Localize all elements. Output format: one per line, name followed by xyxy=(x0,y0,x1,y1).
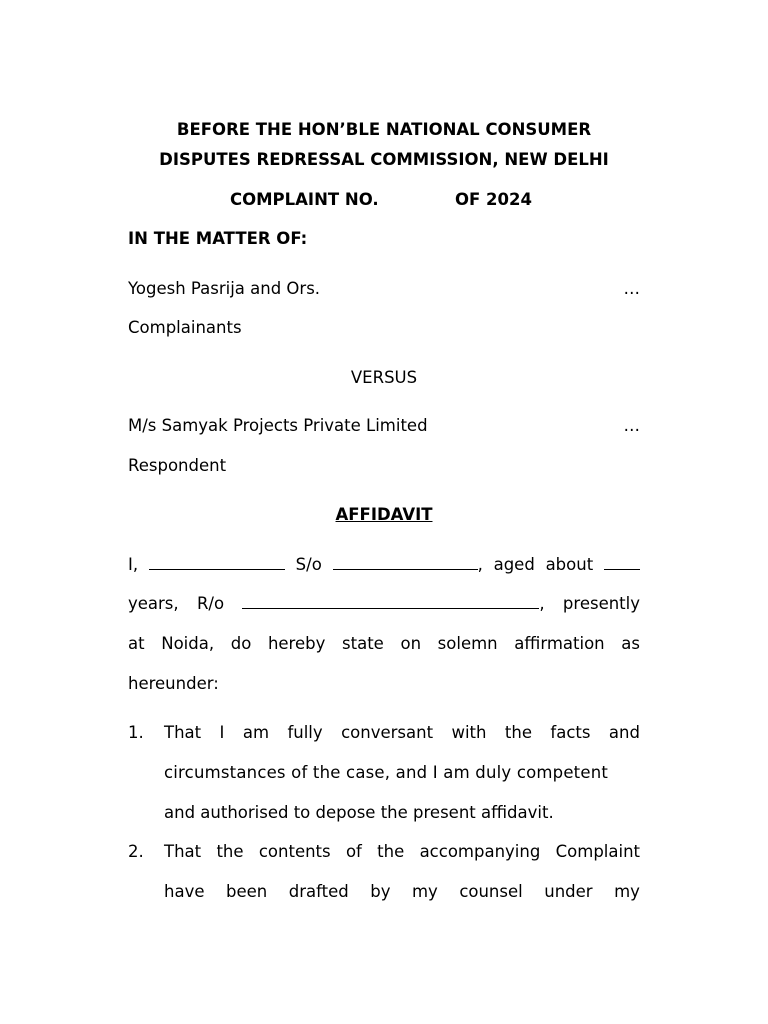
intro-word: R/o xyxy=(196,594,225,613)
intro-word: as xyxy=(621,634,640,653)
paragraph-word: drafted xyxy=(288,882,349,901)
intro-word: , xyxy=(477,555,483,574)
intro-word: affirmation xyxy=(514,634,605,653)
respondent-line xyxy=(128,416,640,435)
paragraph-word: my xyxy=(411,882,438,901)
intro-word: Noida, xyxy=(161,634,215,653)
address-blank xyxy=(242,594,539,609)
intro-word: years, xyxy=(128,594,179,613)
address-group xyxy=(242,594,544,613)
paragraph-word: I xyxy=(219,723,225,742)
paragraph-word: That xyxy=(164,842,202,861)
paragraph-word: been xyxy=(226,882,268,901)
paragraph-word: the xyxy=(377,842,405,861)
intro-word: at xyxy=(128,634,145,653)
paragraph-word: under xyxy=(544,882,593,901)
age-blank xyxy=(604,555,640,570)
document-title: AFFIDAVIT xyxy=(335,505,433,524)
paragraph-word: fully xyxy=(287,723,323,742)
paragraph-text xyxy=(164,842,640,861)
paragraph-word: am xyxy=(242,723,270,742)
intro-word: state xyxy=(342,634,384,653)
respondent-name: M/s Samyak Projects Private Limited xyxy=(128,416,428,435)
intro-line-2 xyxy=(128,594,640,613)
paragraph-number: 2. xyxy=(128,842,144,861)
intro-word: S/o xyxy=(295,555,322,574)
deponent-name-blank xyxy=(149,555,285,570)
paragraph-word: have xyxy=(164,882,205,901)
paragraph-word: accompanying xyxy=(419,842,541,861)
intro-word: about xyxy=(545,555,594,574)
versus-label: VERSUS xyxy=(350,368,418,387)
intro-word: do xyxy=(230,634,252,653)
intro-word: on xyxy=(400,634,422,653)
paragraph-word: Complaint xyxy=(555,842,640,861)
complainant-line xyxy=(128,279,640,298)
complainant-ellipsis: … xyxy=(623,279,640,298)
intro-line-3 xyxy=(128,634,640,653)
intro-word: presently xyxy=(562,594,640,613)
paragraph-word: counsel xyxy=(459,882,523,901)
intro-word: hereby xyxy=(267,634,326,653)
father-name-group xyxy=(333,555,483,574)
respondent-ellipsis: … xyxy=(623,416,640,435)
intro-word: I, xyxy=(128,555,139,574)
paragraph-word: and xyxy=(608,723,640,742)
complaint-number-label: COMPLAINT NO. xyxy=(230,190,379,209)
intro-word: , xyxy=(539,594,545,613)
respondent-role: Respondent xyxy=(128,456,227,475)
paragraph-text xyxy=(164,723,640,742)
father-name-blank xyxy=(333,555,478,570)
paragraph-word: with xyxy=(451,723,487,742)
paragraph-word: the xyxy=(504,723,532,742)
matter-of-heading: IN THE MATTER OF: xyxy=(128,229,308,248)
heading-line-2: DISPUTES REDRESSAL COMMISSION, NEW DELHI xyxy=(159,150,609,169)
complainant-name: Yogesh Pasrija and Ors. xyxy=(128,279,321,298)
paragraph-text: circumstances of the case, and I am duly competent xyxy=(164,763,609,782)
intro-line-1 xyxy=(128,555,640,574)
paragraph-word: contents xyxy=(258,842,331,861)
paragraph-word: conversant xyxy=(341,723,434,742)
paragraph-word: by xyxy=(370,882,391,901)
intro-line-4: hereunder: xyxy=(128,674,219,693)
intro-word: aged xyxy=(493,555,535,574)
paragraph-word: my xyxy=(614,882,640,901)
paragraph-word: the xyxy=(216,842,244,861)
paragraph-text: and authorised to depose the present affidavit. xyxy=(164,803,554,822)
paragraph-text xyxy=(164,882,640,901)
complaint-year: OF 2024 xyxy=(455,190,532,209)
intro-word: solemn xyxy=(437,634,498,653)
paragraph-word: facts xyxy=(550,723,591,742)
paragraph-word: That xyxy=(164,723,202,742)
paragraph-word: of xyxy=(345,842,362,861)
paragraph-number: 1. xyxy=(128,723,144,742)
heading-line-1: BEFORE THE HON’BLE NATIONAL CONSUMER xyxy=(176,120,592,139)
complainant-role: Complainants xyxy=(128,318,242,337)
